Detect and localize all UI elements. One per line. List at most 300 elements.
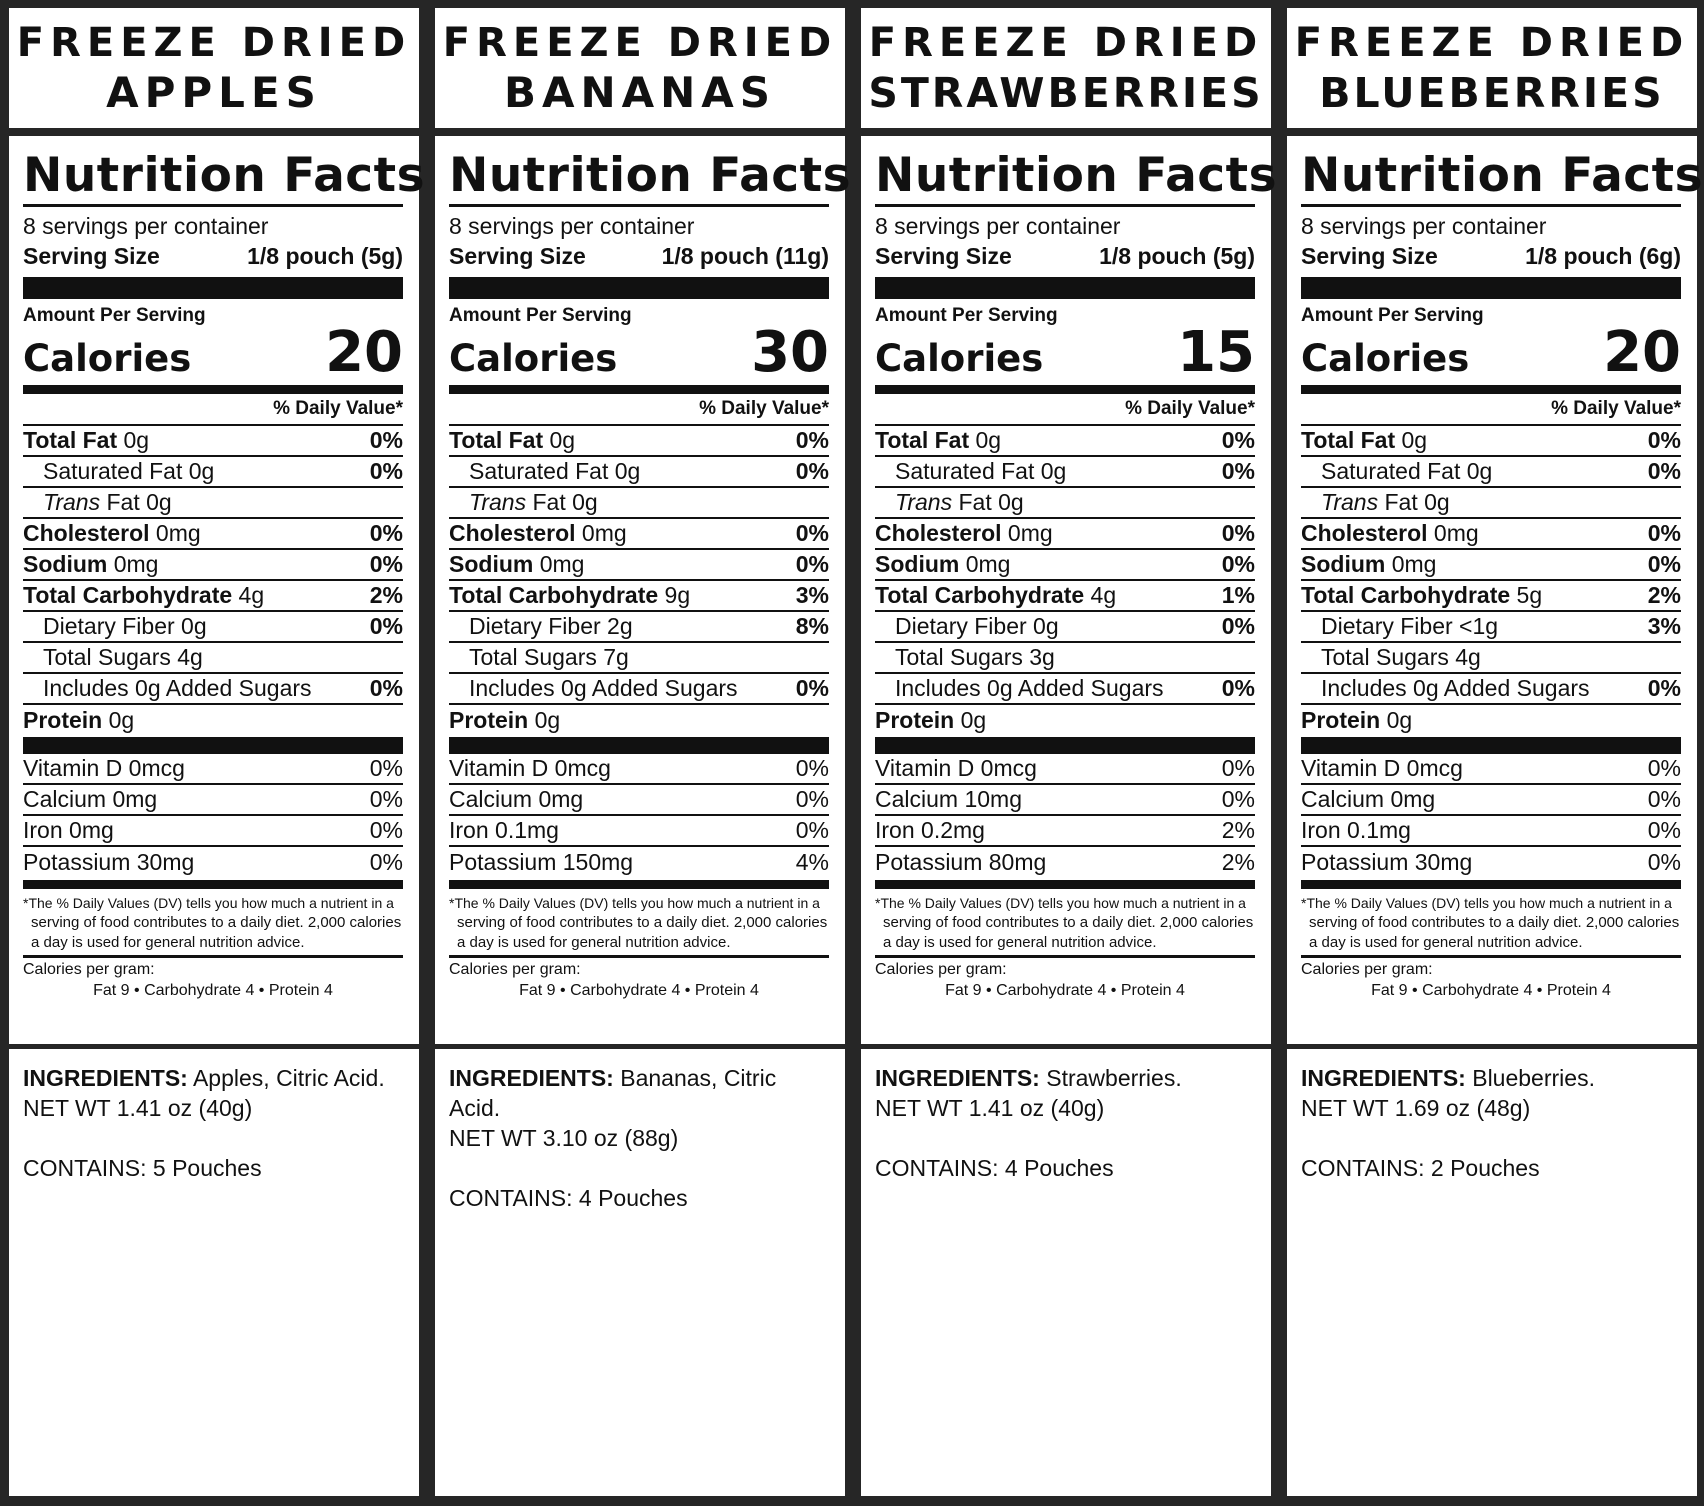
nutrient-percent: 0% — [1647, 551, 1681, 577]
total-fat-row — [1301, 426, 1681, 457]
nutrient-amount: 4g — [1090, 582, 1117, 608]
title-line-2: STRAWBERRIES — [868, 69, 1264, 117]
protein-row — [875, 705, 1255, 736]
calories-per-gram-values: Fat 9 • Carbohydrate 4 • Protein 4 — [945, 982, 1185, 999]
nutrient-percent: 0% — [369, 613, 403, 639]
nutrient-percent: 0% — [369, 520, 403, 546]
nutrient-amount: 0mg — [539, 551, 585, 577]
nutrient-label: Total Fat — [1301, 427, 1396, 453]
divider-medium — [1301, 880, 1681, 889]
nutrient-amount: 0mg — [1391, 551, 1437, 577]
calories-value: 20 — [1603, 320, 1681, 385]
panel-bananas — [435, 8, 852, 1496]
title-line-2: BANANAS — [503, 68, 777, 117]
total-sugars-row — [875, 643, 1255, 674]
divider-thick — [449, 277, 829, 299]
trans-fat-rest: Fat 0g — [526, 489, 598, 515]
iron-row — [875, 816, 1255, 847]
potassium-row — [23, 847, 403, 878]
ingredients-line — [875, 1063, 1257, 1093]
serving-size-label: Serving Size — [23, 243, 160, 269]
divider-medium — [875, 385, 1255, 394]
net-weight: NET WT 3.10 oz (88g) — [449, 1125, 679, 1151]
nutrient-percent: 0% — [1221, 755, 1255, 781]
iron-row — [23, 816, 403, 847]
calories-label: Calories — [1301, 337, 1470, 380]
serving-size-row — [23, 241, 403, 271]
ingredients-label: INGREDIENTS: — [875, 1065, 1040, 1091]
calories-per-gram-label: Calories per gram: — [1301, 961, 1433, 978]
calories-per-gram-label: Calories per gram: — [23, 961, 155, 978]
ingredients-text: Apples, Citric Acid. — [187, 1065, 385, 1091]
contains-pouches: CONTAINS: 5 Pouches — [23, 1155, 262, 1181]
divider-medium — [449, 385, 829, 394]
daily-value-footnote — [1301, 889, 1681, 958]
nutrient-label: Cholesterol — [1301, 520, 1428, 546]
contains-pouches: CONTAINS: 4 Pouches — [875, 1155, 1114, 1181]
calories-label: Calories — [875, 337, 1044, 380]
serving-size-label: Serving Size — [449, 243, 586, 269]
nutrient-percent: 4% — [795, 849, 829, 875]
total-carbohydrate-row — [23, 581, 403, 612]
calories-per-gram-label: Calories per gram: — [449, 961, 581, 978]
ingredients-label: INGREDIENTS: — [1301, 1065, 1466, 1091]
net-weight: NET WT 1.41 oz (40g) — [875, 1095, 1105, 1121]
nutrition-facts-heading: Nutrition Facts — [23, 148, 403, 207]
total-carbohydrate-row — [875, 581, 1255, 612]
ingredients-text: Bananas, Citric Acid. — [449, 1065, 777, 1121]
divider-medium — [23, 880, 403, 889]
nutrient-percent: 3% — [1647, 613, 1681, 639]
product-title — [861, 8, 1271, 136]
cholesterol-row — [449, 519, 829, 550]
trans-fat-rest: Fat 0g — [100, 489, 172, 515]
nutrient-percent: 0% — [795, 817, 829, 843]
nutrient-amount: 0mg — [1007, 520, 1053, 546]
nutrient-percent: 2% — [1647, 582, 1681, 608]
nutrient-percent: 0% — [369, 755, 403, 781]
nutrient-label: Includes 0g Added Sugars — [469, 675, 738, 701]
nutrition-facts — [23, 148, 426, 1002]
daily-value-header: % Daily Value* — [449, 394, 829, 426]
servings-per-container: 8 servings per container — [23, 213, 269, 239]
nutrient-label: Total Carbohydrate — [449, 582, 659, 608]
serving-size-value: 1/8 pouch (5g) — [247, 243, 403, 269]
nutrient-percent: 2% — [1221, 849, 1255, 875]
nutrient-amount: 0mg — [581, 520, 627, 546]
nutrient-label: Potassium 80mg — [875, 849, 1047, 875]
nutrient-percent: 0% — [369, 675, 403, 701]
title-line-1: FREEZE DRIED — [16, 20, 412, 66]
net-weight: NET WT 1.69 oz (48g) — [1301, 1095, 1531, 1121]
nutrient-label: Includes 0g Added Sugars — [895, 675, 1164, 701]
ingredients-label: INGREDIENTS: — [449, 1065, 614, 1091]
divider-thick — [23, 737, 403, 754]
nutrient-label: Sodium — [875, 551, 960, 577]
nutrient-label: Vitamin D 0mcg — [1301, 755, 1463, 781]
nutrient-percent: 0% — [1647, 786, 1681, 812]
nutrient-label: Total Carbohydrate — [23, 582, 233, 608]
nutrient-label: Dietary Fiber 2g — [469, 613, 633, 639]
nutrient-percent: 0% — [795, 551, 829, 577]
calories-per-gram-values: Fat 9 • Carbohydrate 4 • Protein 4 — [93, 982, 333, 999]
calories-value: 30 — [751, 320, 829, 385]
nutrient-amount: 0g — [960, 707, 987, 733]
ingredients-line — [23, 1063, 405, 1093]
nutrient-percent: 0% — [1647, 520, 1681, 546]
nutrient-label: Iron 0.2mg — [875, 817, 985, 843]
servings-per-container: 8 servings per container — [875, 213, 1121, 239]
nutrient-percent: 0% — [1647, 458, 1681, 484]
trans-label: Trans — [43, 489, 101, 515]
nutrition-facts-heading: Nutrition Facts — [449, 148, 829, 207]
nutrient-label: Potassium 150mg — [449, 849, 634, 875]
amount-per-serving: Amount Per Serving — [449, 305, 632, 326]
nutrient-label: Iron 0mg — [23, 817, 114, 843]
footnote-line: serving of food contributes to a daily diet. 2,000 calories — [31, 914, 402, 931]
nutrient-percent: 0% — [369, 427, 403, 453]
nutrient-label: Dietary Fiber 0g — [43, 613, 207, 639]
nutrient-label: Saturated Fat 0g — [469, 458, 641, 484]
nutrient-amount: 0g — [975, 427, 1002, 453]
protein-row — [23, 705, 403, 736]
saturated-fat-row — [875, 457, 1255, 488]
calcium-row — [1301, 785, 1681, 816]
nutrition-facts-heading: Nutrition Facts — [875, 148, 1255, 207]
trans-fat-row — [23, 488, 403, 519]
nutrient-percent: 0% — [369, 458, 403, 484]
nutrient-label: Total Fat — [23, 427, 118, 453]
nutrient-label: Protein — [1301, 707, 1381, 733]
nutrient-label: Calcium 0mg — [23, 786, 158, 812]
nutrient-amount: 0mg — [113, 551, 159, 577]
calories-row — [23, 320, 403, 385]
nutrient-amount: 0mg — [965, 551, 1011, 577]
daily-value-footnote — [875, 889, 1255, 958]
divider-thick — [23, 277, 403, 299]
sodium-row — [875, 550, 1255, 581]
trans-fat-rest: Fat 0g — [1378, 489, 1450, 515]
trans-label: Trans — [1321, 489, 1379, 515]
nutrient-label: Total Sugars 4g — [1321, 644, 1481, 670]
nutrient-label: Vitamin D 0mcg — [449, 755, 611, 781]
nutrient-amount: 0g — [1401, 427, 1428, 453]
nutrient-label: Total Fat — [449, 427, 544, 453]
nutrition-facts-heading: Nutrition Facts — [1301, 148, 1681, 207]
title-line-1: FREEZE DRIED — [442, 20, 838, 66]
daily-value-header: % Daily Value* — [23, 394, 403, 426]
footnote-line: a day is used for general nutrition advice. — [457, 934, 731, 951]
vitamin-d-row — [1301, 754, 1681, 785]
vitamin-d-row — [875, 754, 1255, 785]
nutrient-label: Protein — [23, 707, 103, 733]
total-carbohydrate-row — [1301, 581, 1681, 612]
amount-per-serving: Amount Per Serving — [875, 305, 1058, 326]
net-weight: NET WT 1.41 oz (40g) — [23, 1095, 253, 1121]
nutrient-label: Saturated Fat 0g — [1321, 458, 1493, 484]
nutrient-percent: 0% — [795, 755, 829, 781]
nutrient-percent: 0% — [795, 427, 829, 453]
added-sugars-row — [875, 674, 1255, 705]
cholesterol-row — [875, 519, 1255, 550]
total-fat-row — [875, 426, 1255, 457]
nutrient-percent: 0% — [795, 675, 829, 701]
nutrient-label: Sodium — [23, 551, 108, 577]
serving-size-value: 1/8 pouch (6g) — [1525, 243, 1681, 269]
calories-per-gram-label: Calories per gram: — [875, 961, 1007, 978]
daily-value-header: % Daily Value* — [1301, 394, 1681, 426]
dietary-fiber-row — [1301, 612, 1681, 643]
nutrient-label: Total Sugars 7g — [469, 644, 629, 670]
nutrient-label: Cholesterol — [449, 520, 576, 546]
nutrient-percent: 0% — [1221, 613, 1255, 639]
contains-pouches: CONTAINS: 4 Pouches — [449, 1185, 688, 1211]
nutrient-percent: 2% — [369, 582, 403, 608]
product-title — [435, 8, 845, 136]
total-sugars-row — [1301, 643, 1681, 674]
nutrient-amount: 0mg — [1433, 520, 1479, 546]
saturated-fat-row — [449, 457, 829, 488]
panel-apples — [9, 8, 426, 1496]
footnote-line: *The % Daily Values (DV) tells you how much a nutrient in a — [1301, 895, 1672, 911]
trans-fat-rest: Fat 0g — [952, 489, 1024, 515]
title-line-1: FREEZE DRIED — [868, 20, 1264, 66]
footnote-line: a day is used for general nutrition advice. — [883, 934, 1157, 951]
trans-fat-row — [449, 488, 829, 519]
nutrient-percent: 0% — [1647, 817, 1681, 843]
added-sugars-row — [23, 674, 403, 705]
nutrition-facts — [875, 148, 1278, 1002]
nutrient-percent: 3% — [795, 582, 829, 608]
nutrient-amount: 0g — [534, 707, 561, 733]
sodium-row — [23, 550, 403, 581]
cholesterol-row — [23, 519, 403, 550]
daily-value-footnote — [23, 889, 403, 958]
nutrient-percent: 0% — [369, 786, 403, 812]
nutrient-label: Vitamin D 0mcg — [23, 755, 185, 781]
daily-value-header: % Daily Value* — [875, 394, 1255, 426]
title-line-1: FREEZE DRIED — [1294, 20, 1690, 66]
servings-per-container: 8 servings per container — [449, 213, 695, 239]
trans-fat-row — [875, 488, 1255, 519]
protein-row — [1301, 705, 1681, 736]
trans-label: Trans — [469, 489, 527, 515]
nutrient-label: Includes 0g Added Sugars — [1321, 675, 1590, 701]
total-fat-row — [449, 426, 829, 457]
added-sugars-row — [449, 674, 829, 705]
dietary-fiber-row — [23, 612, 403, 643]
calories-row — [875, 320, 1255, 385]
nutrient-percent: 2% — [1221, 817, 1255, 843]
nutrient-percent: 0% — [369, 817, 403, 843]
saturated-fat-row — [1301, 457, 1681, 488]
calories-value: 15 — [1177, 320, 1255, 385]
daily-value-footnote — [449, 889, 829, 958]
trans-label: Trans — [895, 489, 953, 515]
nutrient-label: Sodium — [1301, 551, 1386, 577]
ingredients-section — [9, 1044, 419, 1496]
ingredients-line — [449, 1063, 831, 1123]
calcium-row — [875, 785, 1255, 816]
serving-size-value: 1/8 pouch (5g) — [1099, 243, 1255, 269]
footnote-line: a day is used for general nutrition advice. — [1309, 934, 1583, 951]
total-sugars-row — [23, 643, 403, 674]
title-line-2: APPLES — [106, 68, 322, 117]
calcium-row — [23, 785, 403, 816]
nutrient-amount: 0mg — [155, 520, 201, 546]
nutrient-label: Saturated Fat 0g — [895, 458, 1067, 484]
nutrient-label: Protein — [875, 707, 955, 733]
nutrient-percent: 0% — [1221, 427, 1255, 453]
panel-blueberries — [1287, 8, 1704, 1496]
nutrient-percent: 0% — [1647, 755, 1681, 781]
divider-medium — [875, 880, 1255, 889]
trans-fat-row — [1301, 488, 1681, 519]
nutrient-label: Saturated Fat 0g — [43, 458, 215, 484]
calories-row — [449, 320, 829, 385]
saturated-fat-row — [23, 457, 403, 488]
nutrition-facts — [449, 148, 852, 1002]
serving-size-row — [1301, 241, 1681, 271]
nutrient-label: Potassium 30mg — [23, 849, 195, 875]
divider-thick — [875, 277, 1255, 299]
divider-thick — [449, 737, 829, 754]
serving-size-label: Serving Size — [1301, 243, 1438, 269]
nutrient-percent: 0% — [1221, 458, 1255, 484]
nutrient-label: Iron 0.1mg — [449, 817, 559, 843]
nutrient-percent: 0% — [1221, 551, 1255, 577]
ingredients-line — [1301, 1063, 1683, 1093]
footnote-line: a day is used for general nutrition advice. — [31, 934, 305, 951]
vitamin-d-row — [23, 754, 403, 785]
sodium-row — [449, 550, 829, 581]
divider-thick — [875, 737, 1255, 754]
footnote-line: serving of food contributes to a daily diet. 2,000 calories — [883, 914, 1254, 931]
serving-size-row — [875, 241, 1255, 271]
amount-per-serving: Amount Per Serving — [23, 305, 206, 326]
calcium-row — [449, 785, 829, 816]
ingredients-text: Blueberries. — [1465, 1065, 1595, 1091]
nutrient-label: Cholesterol — [23, 520, 150, 546]
ingredients-label: INGREDIENTS: — [23, 1065, 188, 1091]
nutrient-percent: 0% — [369, 849, 403, 875]
added-sugars-row — [1301, 674, 1681, 705]
nutrient-percent: 0% — [1221, 520, 1255, 546]
nutrient-percent: 0% — [1647, 849, 1681, 875]
total-sugars-row — [449, 643, 829, 674]
nutrient-label: Total Sugars 3g — [895, 644, 1055, 670]
footnote-line: serving of food contributes to a daily diet. 2,000 calories — [1309, 914, 1680, 931]
nutrient-label: Calcium 0mg — [1301, 786, 1436, 812]
divider-medium — [1301, 385, 1681, 394]
nutrient-percent: 0% — [1221, 786, 1255, 812]
nutrient-percent: 1% — [1221, 582, 1255, 608]
nutrient-label: Total Carbohydrate — [875, 582, 1085, 608]
calories-value: 20 — [325, 320, 403, 385]
nutrient-label: Protein — [449, 707, 529, 733]
nutrient-label: Total Carbohydrate — [1301, 582, 1511, 608]
amount-per-serving: Amount Per Serving — [1301, 305, 1484, 326]
product-title — [9, 8, 419, 136]
total-fat-row — [23, 426, 403, 457]
servings-per-container: 8 servings per container — [1301, 213, 1547, 239]
calories-row — [1301, 320, 1681, 385]
sodium-row — [1301, 550, 1681, 581]
divider-medium — [23, 385, 403, 394]
serving-size-label: Serving Size — [875, 243, 1012, 269]
nutrient-label: Includes 0g Added Sugars — [43, 675, 312, 701]
nutrient-label: Sodium — [449, 551, 534, 577]
calories-per-gram-values: Fat 9 • Carbohydrate 4 • Protein 4 — [1371, 982, 1611, 999]
nutrient-percent: 0% — [795, 520, 829, 546]
nutrition-facts — [1301, 148, 1704, 1002]
vitamin-d-row — [449, 754, 829, 785]
iron-row — [449, 816, 829, 847]
nutrient-label: Potassium 30mg — [1301, 849, 1473, 875]
nutrient-amount: 0g — [1386, 707, 1413, 733]
ingredients-section — [1287, 1044, 1697, 1496]
potassium-row — [875, 847, 1255, 878]
nutrient-percent: 0% — [369, 551, 403, 577]
nutrient-label: Dietary Fiber <1g — [1321, 613, 1499, 639]
nutrient-percent: 0% — [795, 458, 829, 484]
nutrient-percent: 8% — [795, 613, 829, 639]
divider-thick — [1301, 737, 1681, 754]
footnote-line: *The % Daily Values (DV) tells you how much a nutrient in a — [23, 895, 394, 911]
nutrient-label: Cholesterol — [875, 520, 1002, 546]
total-carbohydrate-row — [449, 581, 829, 612]
nutrient-percent: 0% — [795, 786, 829, 812]
nutrient-amount: 5g — [1516, 582, 1543, 608]
footnote-line: serving of food contributes to a daily diet. 2,000 calories — [457, 914, 828, 931]
nutrient-amount: 0g — [108, 707, 135, 733]
nutrient-label: Dietary Fiber 0g — [895, 613, 1059, 639]
nutrient-amount: 0g — [123, 427, 150, 453]
product-title — [1287, 8, 1697, 136]
calories-label: Calories — [23, 337, 192, 380]
cholesterol-row — [1301, 519, 1681, 550]
contains-pouches: CONTAINS: 2 Pouches — [1301, 1155, 1540, 1181]
ingredients-text: Strawberries. — [1039, 1065, 1182, 1091]
ingredients-section — [435, 1044, 845, 1496]
nutrient-label: Total Sugars 4g — [43, 644, 203, 670]
serving-size-row — [449, 241, 829, 271]
divider-medium — [449, 880, 829, 889]
nutrient-amount: 0g — [549, 427, 576, 453]
panel-strawberries — [861, 8, 1278, 1496]
footnote-line: *The % Daily Values (DV) tells you how much a nutrient in a — [875, 895, 1246, 911]
nutrient-amount: 4g — [238, 582, 265, 608]
nutrient-percent: 0% — [1647, 675, 1681, 701]
footnote-line: *The % Daily Values (DV) tells you how much a nutrient in a — [449, 895, 820, 911]
calories-label: Calories — [449, 337, 618, 380]
protein-row — [449, 705, 829, 736]
iron-row — [1301, 816, 1681, 847]
potassium-row — [449, 847, 829, 878]
calories-per-gram-values: Fat 9 • Carbohydrate 4 • Protein 4 — [519, 982, 759, 999]
nutrient-percent: 0% — [1647, 427, 1681, 453]
dietary-fiber-row — [449, 612, 829, 643]
nutrient-label: Vitamin D 0mcg — [875, 755, 1037, 781]
ingredients-section — [861, 1044, 1271, 1496]
nutrient-amount: 9g — [664, 582, 691, 608]
nutrient-percent: 0% — [1221, 675, 1255, 701]
nutrient-label: Iron 0.1mg — [1301, 817, 1411, 843]
title-line-2: BLUEBERRIES — [1319, 69, 1665, 117]
dietary-fiber-row — [875, 612, 1255, 643]
nutrient-label: Calcium 0mg — [449, 786, 584, 812]
divider-thick — [1301, 277, 1681, 299]
